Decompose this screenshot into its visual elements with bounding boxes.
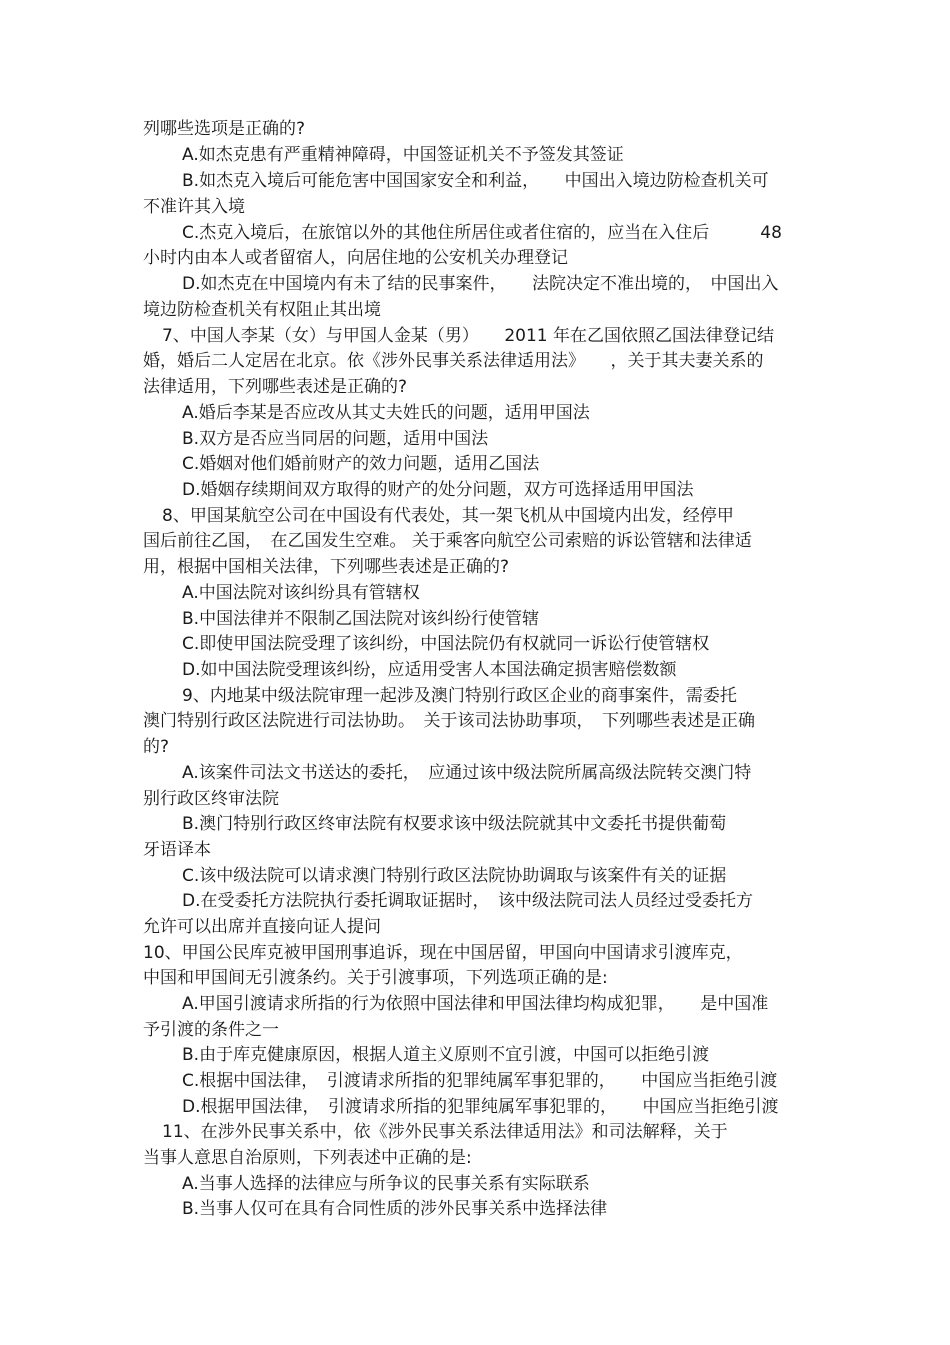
text-line: 法律适用，下列哪些表述是正确的? <box>143 377 408 397</box>
text-line: 国后前往乙国， 在乙国发生空难。 关于乘客向航空公司索赔的诉讼管辖和法律适 <box>143 531 752 551</box>
option-b: B.如杰克入境后可能危害中国国家安全和利益， 中国出入境边防检查机关可 <box>182 171 769 191</box>
option-d: D.如中国法院受理该纠纷，应适用受害人本国法确定损害赔偿数额 <box>182 660 677 680</box>
option-b: B.当事人仅可在具有合同性质的涉外民事关系中选择法律 <box>182 1199 608 1219</box>
question-10: 10、甲国公民库克被甲国刑事追诉，现在中国居留，甲国向中国请求引渡库克， <box>143 943 743 963</box>
option-a: A.婚后李某是否应改从其丈夫姓氏的问题，适用甲国法 <box>182 403 590 423</box>
text-line: 不准许其入境 <box>143 197 245 217</box>
text-line: 小时内由本人或者留宿人，向居住地的公安机关办理登记 <box>143 248 568 268</box>
option-c: C.杰克入境后，在旅馆以外的其他住所居住或者住宿的，应当在入住后 48 <box>182 223 782 243</box>
option-d: D.根据甲国法律， 引渡请求所指的犯罪纯属军事犯罪的， 中国应当拒绝引渡 <box>182 1097 779 1117</box>
option-a: A.中国法院对该纠纷具有管辖权 <box>182 583 420 603</box>
option-c: C.该中级法院可以请求澳门特别行政区法院协助调取与该案件有关的证据 <box>182 866 727 886</box>
text-line: 婚，婚后二人定居在北京。依《涉外民事关系法律适用法》 ，关于其夫妻关系的 <box>143 351 764 371</box>
text-line: 牙语译本 <box>143 840 211 860</box>
option-c: C.根据中国法律， 引渡请求所指的犯罪纯属军事犯罪的， 中国应当拒绝引渡 <box>182 1071 778 1091</box>
option-b: B.中国法律并不限制乙国法院对该纠纷行使管辖 <box>182 609 540 629</box>
text-line: 的? <box>143 737 170 757</box>
text-line: 境边防检查机关有权阻止其出境 <box>143 300 381 320</box>
option-a: A.当事人选择的法律应与所争议的民事关系有实际联系 <box>182 1174 590 1194</box>
question-9: 9、内地某中级法院审理一起涉及澳门特别行政区企业的商事案件，需委托 <box>182 686 737 706</box>
text-line: 予引渡的条件之一 <box>143 1020 279 1040</box>
option-a: A.如杰克患有严重精神障碍，中国签证机关不予签发其签证 <box>182 145 624 165</box>
option-b: B.澳门特别行政区终审法院有权要求该中级法院就其中文委托书提供葡萄 <box>182 814 727 834</box>
option-b: B.由于库克健康原因，根据人道主义原则不宜引渡，中国可以拒绝引渡 <box>182 1045 710 1065</box>
question-7: 7、中国人李某（女）与甲国人金某（男） 2011 年在乙国依照乙国法律登记结 <box>162 326 774 346</box>
text-line: 用，根据中国相关法律，下列哪些表述是正确的? <box>143 557 510 577</box>
text-line: 中国和甲国间无引渡条约。关于引渡事项，下列选项正确的是: <box>143 968 608 988</box>
option-a: A.该案件司法文书送达的委托， 应通过该中级法院所属高级法院转交澳门特 <box>182 763 752 783</box>
text-line: 澳门特别行政区法院进行司法协助。 关于该司法协助事项， 下列哪些表述是正确 <box>143 711 755 731</box>
text-line: 当事人意思自治原则，下列表述中正确的是: <box>143 1148 472 1168</box>
option-d: D.婚姻存续期间双方取得的财产的处分问题，双方可选择适用甲国法 <box>182 480 694 500</box>
option-d: D.如杰克在中国境内有未了结的民事案件， 法院决定不准出境的， 中国出入 <box>182 274 779 294</box>
option-c: C.婚姻对他们婚前财产的效力问题，适用乙国法 <box>182 454 540 474</box>
text-line: 允许可以出席并直接向证人提问 <box>143 917 381 937</box>
option-a: A.甲国引渡请求所指的行为依照中国法律和甲国法律均构成犯罪， 是中国准 <box>182 994 769 1014</box>
text-line: 列哪些选项是正确的? <box>143 119 306 139</box>
option-b: B.双方是否应当同居的问题，适用中国法 <box>182 429 489 449</box>
text-line: 别行政区终审法院 <box>143 789 279 809</box>
option-d: D.在受委托方法院执行委托调取证据时， 该中级法院司法人员经过受委托方 <box>182 891 753 911</box>
option-c: C.即使甲国法院受理了该纠纷，中国法院仍有权就同一诉讼行使管辖权 <box>182 634 710 654</box>
question-8: 8、甲国某航空公司在中国设有代表处，其一架飞机从中国境内出发，经停甲 <box>162 506 734 526</box>
question-11: 11、在涉外民事关系中，依《涉外民事关系法律适用法》和司法解释，关于 <box>162 1122 728 1142</box>
